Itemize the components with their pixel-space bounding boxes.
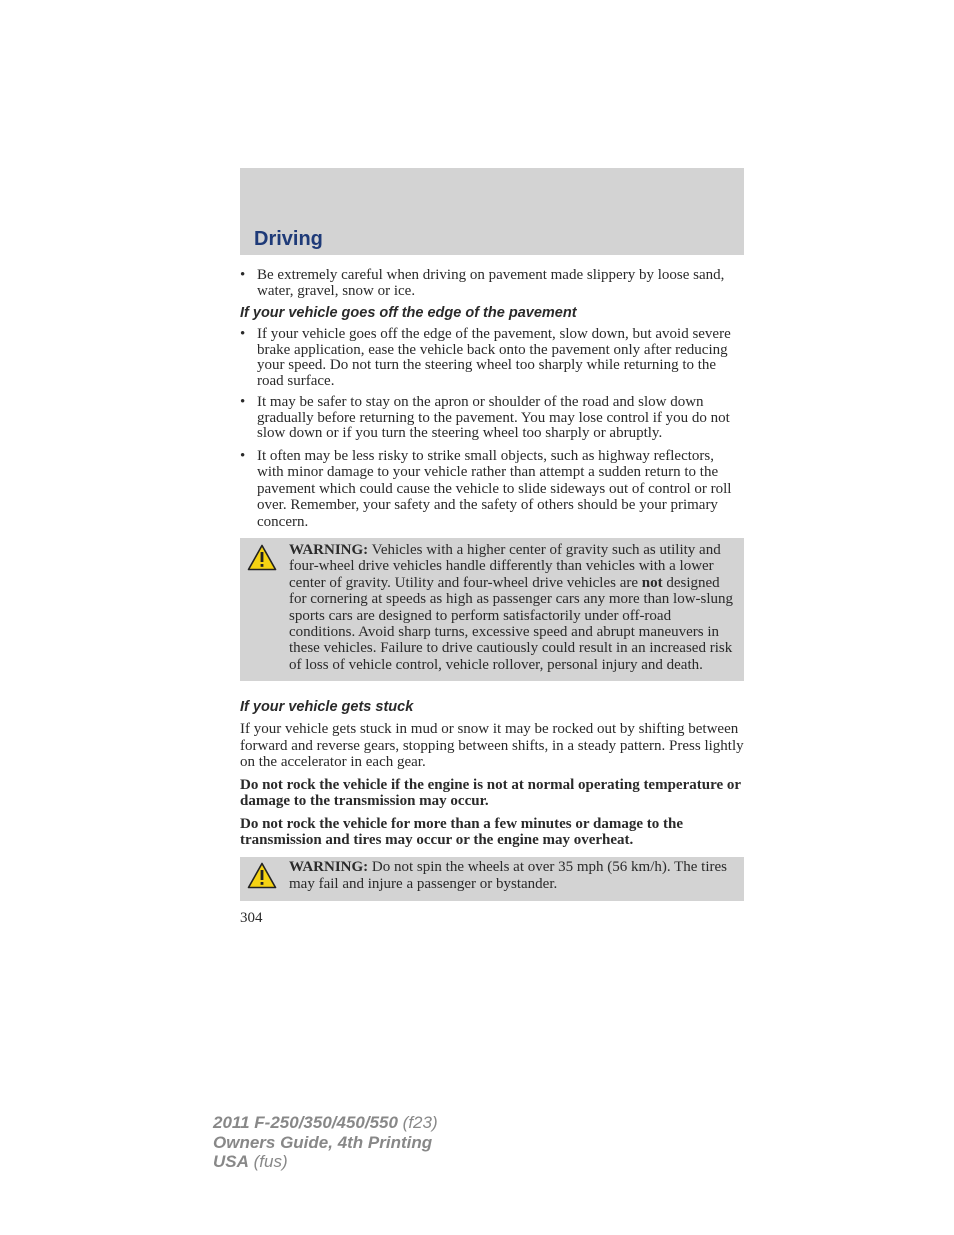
warning-triangle-icon xyxy=(247,544,277,571)
list-item xyxy=(240,448,744,531)
warning-body-a: Vehicles with a higher center of gravity such as utility and four-wheel drive vehicles handle differently than vehicles with a lower center of gravity. Utility and four-wheel drive vehicles are xyxy=(289,542,721,591)
bullet-text: It may be safer to stay on the apron or shoulder of the road and slow down gradually before returning to the pavement. You may lose control if you do not slow down or if you turn the steering wheel too sharply or abruptly. xyxy=(257,394,730,441)
bullet-icon: • xyxy=(240,326,246,342)
page-content xyxy=(240,268,744,926)
warning-label: WARNING: xyxy=(289,542,369,558)
bullet-text: If your vehicle goes off the edge of the pavement, slow down, but avoid severe brake application, ease the vehicle back onto the pavement only after reducing your speed. Do not turn the steering wheel too sharply while returning to the road surface. xyxy=(257,326,731,389)
bullet-text: It often may be less risky to strike small objects, such as highway reflectors, with minor damage to your vehicle rather than attempt a sudden return to the pavement which could cause the vehicle to slide sideways out of control or roll over. Remember, your safety and the safety of others should be your primary concern. xyxy=(257,447,732,530)
footer-region-code: (fus) xyxy=(248,1152,288,1171)
warning-label: WARNING: xyxy=(289,858,369,875)
warning-box-center-of-gravity xyxy=(240,538,744,681)
warning-body: Do not spin the wheels at over 35 mph (56 km/h). The tires may fail and injure a passenger or bystander. xyxy=(289,858,727,893)
footer-region: USA xyxy=(213,1152,249,1171)
list-item xyxy=(240,395,744,442)
warning-text xyxy=(246,542,734,673)
list-item xyxy=(240,327,744,389)
warning-box-spin-wheels xyxy=(240,857,744,901)
footer-model-line xyxy=(213,1113,438,1133)
footer-region-line xyxy=(213,1152,438,1172)
warning-body-b: designed for cornering at speeds as high as passenger cars any more than low-slung sports cars are designed to perform satisfactorily under off-road conditions. Avoid sharp turns, excessive speed and abrupt maneuvers in these vehicles. Failure to drive cautiously could result in an increased risk of loss of vehicle control, vehicle rollover, personal injury and death. xyxy=(289,574,734,673)
paragraph-bold-transmission: Do not rock the vehicle for more than a few minutes or damage to the transmission and tires may occur or the engine may overheat. xyxy=(240,815,683,849)
subheading-stuck: If your vehicle gets stuck xyxy=(240,699,414,716)
paragraph-stuck: If your vehicle gets stuck in mud or snow it may be rocked out by shifting between forward and reverse gears, stopping between shifts, in a steady pattern. Press lightly on the accelerator in each gear. xyxy=(240,721,744,771)
section-header-band xyxy=(240,168,744,255)
warning-emphasis: not xyxy=(641,574,663,591)
bullet-icon: • xyxy=(240,447,246,464)
paragraph-bold-engine: Do not rock the vehicle if the engine is not at normal operating temperature or damage to the transmission may occur. xyxy=(240,776,741,810)
warning-triangle-icon xyxy=(247,862,277,889)
bullet-icon: • xyxy=(240,267,246,283)
bullet-text: Be extremely careful when driving on pavement made slippery by loose sand, water, gravel, snow or ice. xyxy=(257,267,725,299)
subheading-off-pavement: If your vehicle goes off the edge of the pavement xyxy=(240,305,577,321)
warning-text xyxy=(246,859,734,894)
list-item xyxy=(240,268,744,299)
footer-guide-line: Owners Guide, 4th Printing xyxy=(213,1132,433,1152)
document-footer xyxy=(213,1113,438,1172)
footer-model: 2011 F-250/350/450/550 xyxy=(213,1113,398,1132)
section-title: Driving xyxy=(254,228,323,250)
bullet-icon: • xyxy=(240,394,246,410)
page-number: 304 xyxy=(240,909,263,926)
footer-model-code: (f23) xyxy=(397,1113,438,1132)
